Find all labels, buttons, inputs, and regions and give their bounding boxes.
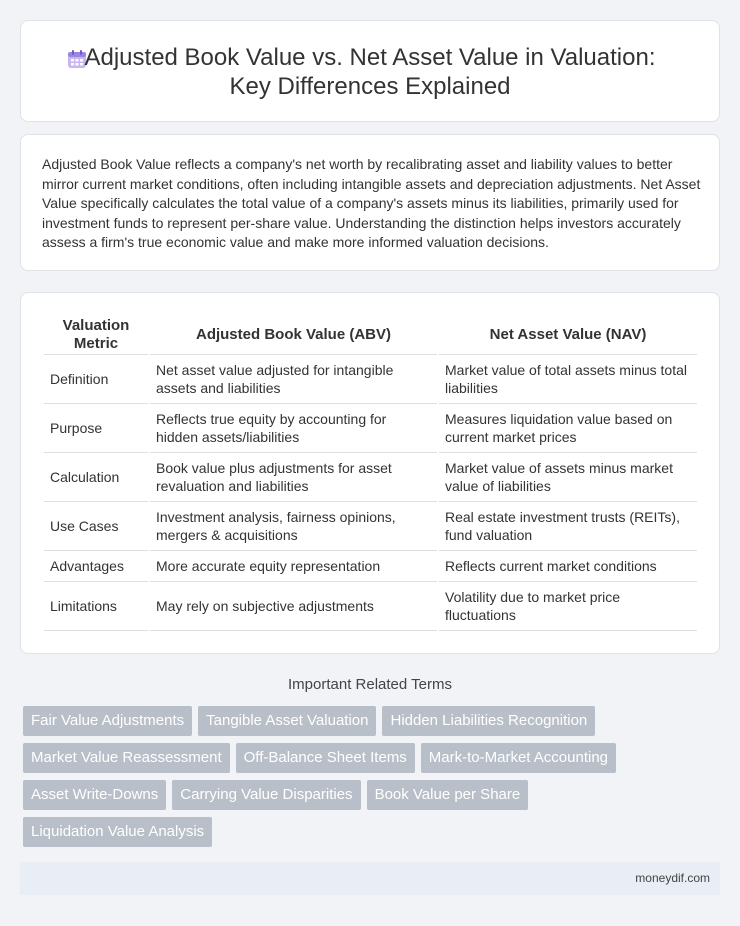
table-cell-metric: Calculation xyxy=(44,453,148,502)
tag-mark-to-market-accounting[interactable]: Mark-to-Market Accounting xyxy=(421,743,616,773)
table-header-abv: Adjusted Book Value (ABV) xyxy=(150,315,437,355)
table-cell-abv: Investment analysis, fairness opinions, mergers & acquisitions xyxy=(150,502,437,551)
table-header-nav: Net Asset Value (NAV) xyxy=(439,315,697,355)
intro-card xyxy=(20,134,720,271)
table-row xyxy=(44,551,697,582)
table-cell-nav: Reflects current market conditions xyxy=(439,551,697,582)
table-row xyxy=(44,355,697,404)
table-cell-nav: Measures liquidation value based on current market prices xyxy=(439,404,697,453)
table-cell-metric: Definition xyxy=(44,355,148,404)
table-cell-abv: Net asset value adjusted for intangible assets and liabilities xyxy=(150,355,437,404)
table-row xyxy=(44,404,697,453)
related-terms-heading: Important Related Terms xyxy=(288,676,452,693)
tag-row xyxy=(23,817,703,847)
table-cell-metric: Purpose xyxy=(44,404,148,453)
table-cell-nav: Volatility due to market price fluctuations xyxy=(439,582,697,631)
tag-row xyxy=(23,706,703,736)
table-row xyxy=(44,502,697,551)
footer-site-link[interactable]: moneydif.com xyxy=(635,871,710,885)
table-cell-metric: Limitations xyxy=(44,582,148,631)
table-cell-abv: Book value plus adjustments for asset revaluation and liabilities xyxy=(150,453,437,502)
tag-market-value-reassessment[interactable]: Market Value Reassessment xyxy=(23,743,230,773)
tag-tangible-asset-valuation[interactable]: Tangible Asset Valuation xyxy=(198,706,376,736)
table-cell-nav: Market value of total assets minus total liabilities xyxy=(439,355,697,404)
table-header-row xyxy=(44,315,697,355)
table-cell-metric: Use Cases xyxy=(44,502,148,551)
table-cell-metric: Advantages xyxy=(44,551,148,582)
tag-asset-write-downs[interactable]: Asset Write-Downs xyxy=(23,780,166,810)
footer xyxy=(20,862,720,895)
table-cell-abv: Reflects true equity by accounting for hidden assets/liabilities xyxy=(150,404,437,453)
table-cell-abv: More accurate equity representation xyxy=(150,551,437,582)
tag-off-balance-sheet-items[interactable]: Off-Balance Sheet Items xyxy=(236,743,415,773)
page-title-line1: Adjusted Book Value vs. Net Asset Value in Valuation: xyxy=(84,44,656,71)
comparison-table-card xyxy=(20,292,720,654)
table-header-metric: Valuation Metric xyxy=(44,315,148,355)
page-title xyxy=(21,43,719,101)
tag-hidden-liabilities-recognition[interactable]: Hidden Liabilities Recognition xyxy=(382,706,595,736)
table-cell-abv: May rely on subjective adjustments xyxy=(150,582,437,631)
related-terms-tags xyxy=(23,706,703,854)
table-cell-nav: Real estate investment trusts (REITs), fund valuation xyxy=(439,502,697,551)
tag-liquidation-value-analysis[interactable]: Liquidation Value Analysis xyxy=(23,817,212,847)
table-row xyxy=(44,582,697,631)
tag-row xyxy=(23,780,703,810)
page-title-line2: Key Differences Explained xyxy=(229,73,511,100)
header-card xyxy=(20,20,720,122)
tag-book-value-per-share[interactable]: Book Value per Share xyxy=(367,780,529,810)
tag-fair-value-adjustments[interactable]: Fair Value Adjustments xyxy=(23,706,192,736)
comparison-table xyxy=(42,315,699,631)
intro-paragraph: Adjusted Book Value reflects a company's net worth by recalibrating asset and liability values to better mirror current market conditions, often including intangible assets and depreciation adjustments. Net Asset Value specifically calculates the total value of a company's assets minus its liabilities, primarily used for investment funds to represent per-share value. Understanding the distinction helps investors accurately assess a firm's true economic value and make more informed valuation decisions. xyxy=(42,156,701,250)
table-row xyxy=(44,453,697,502)
table-cell-nav: Market value of assets minus market value of liabilities xyxy=(439,453,697,502)
tag-row xyxy=(23,743,703,773)
tag-carrying-value-disparities[interactable]: Carrying Value Disparities xyxy=(172,780,360,810)
